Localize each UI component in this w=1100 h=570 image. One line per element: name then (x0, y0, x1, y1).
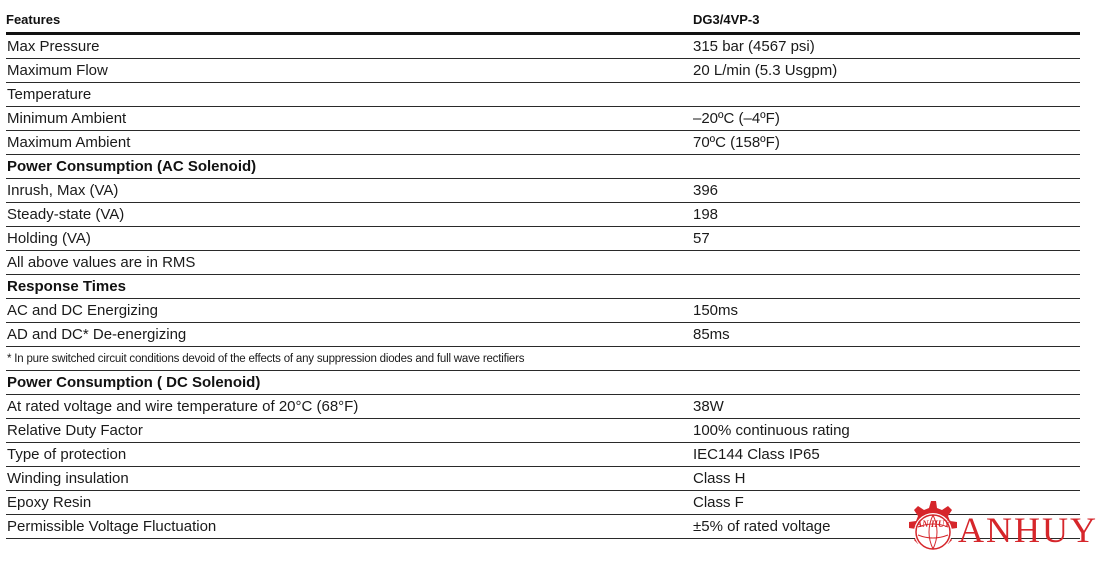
value-cell: 150ms (693, 302, 739, 319)
feature-cell: At rated voltage and wire temperature of 20°C (68°F) (7, 398, 359, 415)
anhuy-logo (896, 497, 1096, 565)
table-row (6, 83, 1080, 107)
table-row (6, 251, 1080, 275)
feature-cell: Permissible Voltage Fluctuation (7, 518, 217, 535)
table-row (6, 107, 1080, 131)
value-cell: 20 L/min (5.3 Usgpm) (693, 62, 838, 79)
feature-cell: Minimum Ambient (7, 110, 127, 127)
table-row (6, 59, 1080, 83)
table-row (6, 203, 1080, 227)
feature-cell: Power Consumption (AC Solenoid) (7, 158, 257, 175)
value-cell: –20ºC (–4ºF) (693, 110, 780, 127)
value-cell: 198 (693, 206, 719, 223)
feature-cell: Steady-state (VA) (7, 206, 125, 223)
table-row (6, 395, 1080, 419)
value-cell: Class H (693, 470, 746, 487)
table-row (6, 35, 1080, 59)
feature-cell: Response Times (7, 278, 126, 295)
logo-text: ANHUY (958, 510, 1098, 550)
section-row (6, 155, 1080, 179)
table-body (6, 35, 1080, 539)
value-cell: 396 (693, 182, 719, 199)
feature-cell: * In pure switched circuit conditions devoid of the effects of any suppression diodes and full wave rectifiers (7, 353, 525, 365)
feature-cell: All above values are in RMS (7, 254, 196, 271)
table-row (6, 467, 1080, 491)
table-row (6, 443, 1080, 467)
footnote-row (6, 347, 1080, 371)
header-model: DG3/4VP-3 (693, 12, 760, 27)
table-header (6, 8, 1080, 35)
feature-cell: AC and DC Energizing (7, 302, 158, 319)
logo-badge-text: AN HUY (916, 519, 950, 529)
value-cell: 315 bar (4567 psi) (693, 38, 815, 55)
value-cell: Class F (693, 494, 744, 511)
feature-cell: Temperature (7, 86, 92, 103)
table-row (6, 179, 1080, 203)
value-cell: 85ms (693, 326, 730, 343)
feature-cell: Type of protection (7, 446, 127, 463)
value-cell: 57 (693, 230, 710, 247)
feature-cell: Power Consumption ( DC Solenoid) (7, 374, 261, 391)
feature-cell: Inrush, Max (VA) (7, 182, 119, 199)
gear-icon (896, 497, 966, 565)
feature-cell: Epoxy Resin (7, 494, 92, 511)
value-cell: 38W (693, 398, 724, 415)
feature-cell: Relative Duty Factor (7, 422, 143, 439)
table-row (6, 419, 1080, 443)
spec-table (6, 8, 1080, 539)
value-cell: 70ºC (158ºF) (693, 134, 780, 151)
feature-cell: Max Pressure (7, 38, 100, 55)
feature-cell: AD and DC* De-energizing (7, 326, 187, 343)
section-row (6, 275, 1080, 299)
feature-cell: Winding insulation (7, 470, 129, 487)
value-cell: IEC144 Class IP65 (693, 446, 820, 463)
table-row (6, 323, 1080, 347)
table-row (6, 131, 1080, 155)
table-row (6, 227, 1080, 251)
section-row (6, 371, 1080, 395)
feature-cell: Maximum Ambient (7, 134, 131, 151)
value-cell: 100% continuous rating (693, 422, 850, 439)
feature-cell: Holding (VA) (7, 230, 91, 247)
feature-cell: Maximum Flow (7, 62, 108, 79)
table-row (6, 299, 1080, 323)
value-cell: ±5% of rated voltage (693, 518, 831, 535)
header-features: Features (6, 12, 61, 27)
